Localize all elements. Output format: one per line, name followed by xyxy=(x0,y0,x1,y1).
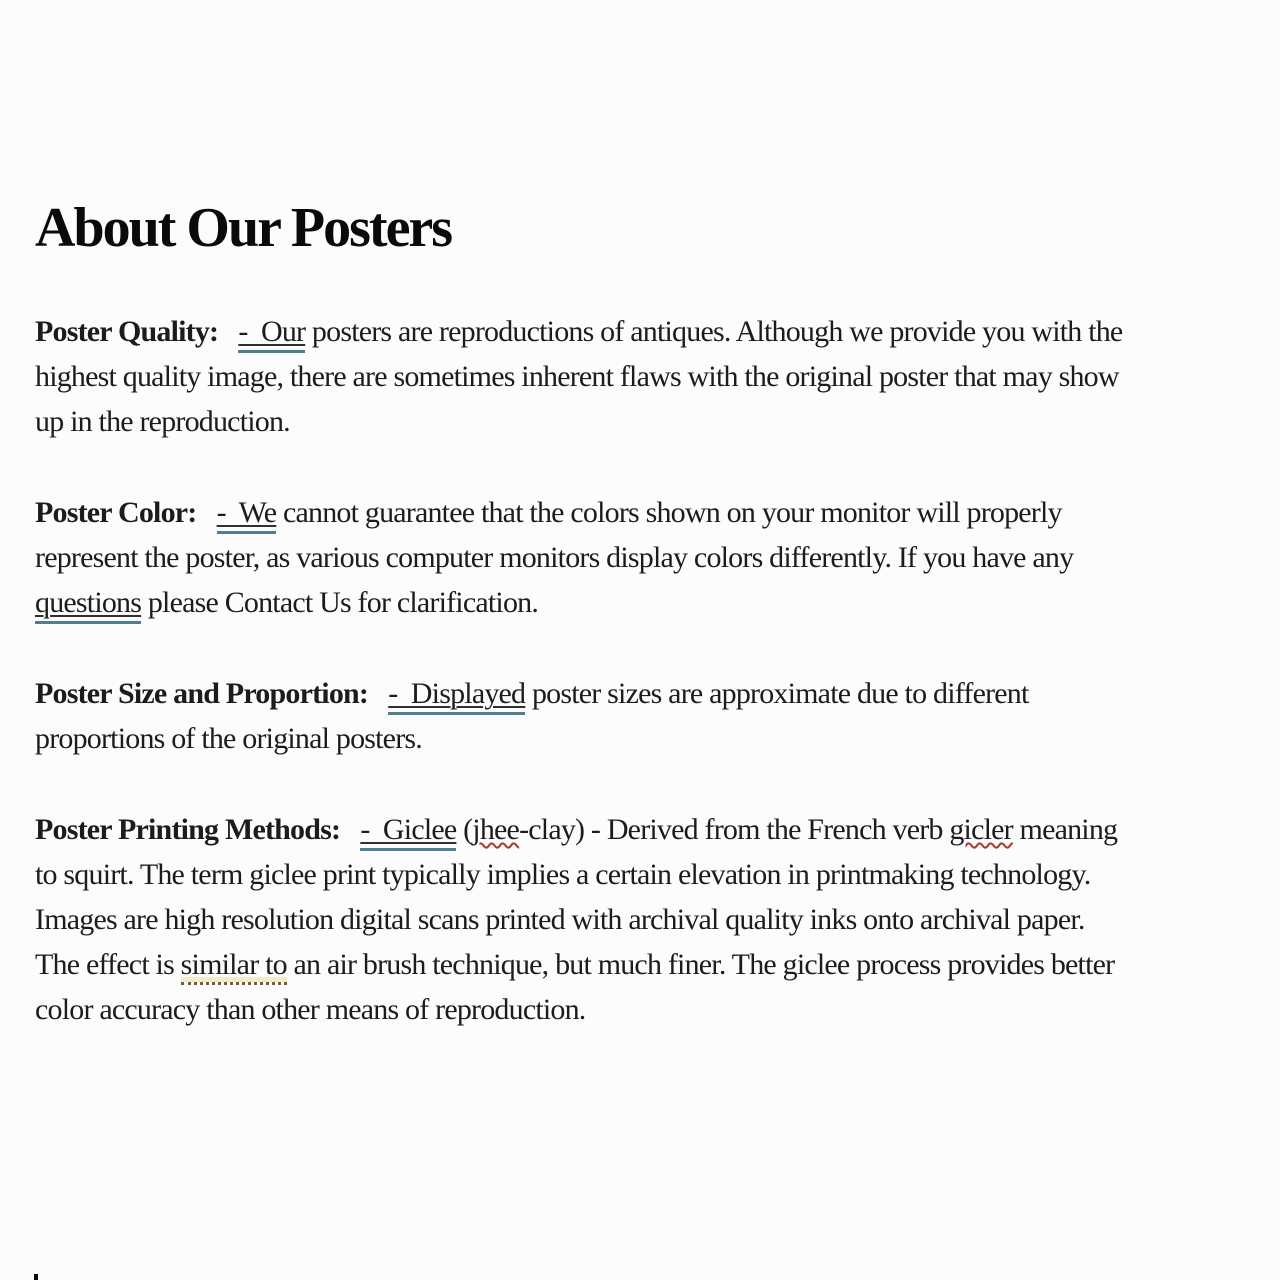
paragraph xyxy=(35,671,1225,761)
text-cursor xyxy=(34,1274,38,1280)
paragraph-text: -clay) - Derived from the French verb xyxy=(519,813,950,846)
paragraph-label: Poster Quality: xyxy=(35,315,219,348)
underlined-link[interactable]: - Displayed xyxy=(388,677,525,715)
paragraph-text: poster sizes are approximate due to different proportions of the original posters. xyxy=(35,677,1029,755)
paragraph-text xyxy=(368,677,388,710)
paragraph-text: posters are reproductions of antiques. Although we provide you with the highest quality image, there are sometimes inherent flaws with the original poster that may show up in the reproduction. xyxy=(35,315,1123,438)
underlined-link[interactable]: questions xyxy=(35,586,141,624)
paragraph-label: Poster Color: xyxy=(35,496,197,529)
document-body xyxy=(35,309,1225,1032)
paragraph xyxy=(35,490,1225,625)
paragraph-label: Poster Printing Methods: xyxy=(35,813,341,846)
paragraph-text xyxy=(340,813,360,846)
paragraph-text: ( xyxy=(456,813,473,846)
underlined-link[interactable]: - Giclee xyxy=(360,813,456,851)
paragraph-text: an air brush technique, but much finer. The giclee process provides better color accuracy than other means of reproduction. xyxy=(35,948,1115,1026)
document-page xyxy=(0,198,1280,1280)
misspelled-word: jhee xyxy=(472,813,520,846)
page-title: About Our Posters xyxy=(35,197,452,259)
paragraph-text: please Contact Us for clarification. xyxy=(141,586,539,619)
underlined-link[interactable]: - Our xyxy=(238,315,305,353)
paragraph-text xyxy=(197,496,217,529)
paragraph xyxy=(35,309,1225,444)
underlined-link[interactable]: - We xyxy=(217,496,277,534)
misspelled-word: gicler xyxy=(949,813,1013,846)
paragraph-text: meaning to squirt. The term giclee print typically implies a certain elevation in printmaking technology. Images are high resolution digital scans printed with archival quality inks onto archival paper. The effect is xyxy=(35,813,1118,981)
paragraph-text xyxy=(218,315,238,348)
paragraph xyxy=(35,807,1225,1032)
grammar-flagged-text: similar to xyxy=(181,948,287,985)
paragraph-label: Poster Size and Proportion: xyxy=(35,677,369,710)
paragraph-text: cannot guarantee that the colors shown on your monitor will properly represent the poster, as various computer monitors display colors differently. If you have any xyxy=(35,496,1074,574)
